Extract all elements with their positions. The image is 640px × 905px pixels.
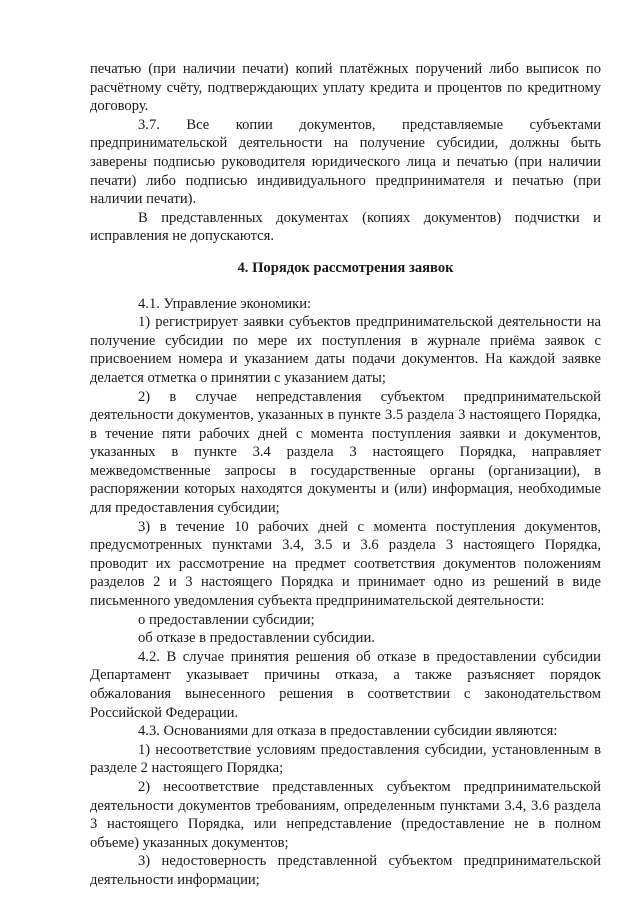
paragraph-4-3-item-3: 3) недостоверность представленной субъектом предпринимательской деятельности информации; bbox=[90, 853, 601, 888]
paragraph-continuation: печатью (при наличии печати) копий платёжных поручений либо выписок по расчётному счёту, подтверждающих уплату кредита и процентов по кредитному договору. bbox=[90, 61, 601, 115]
paragraph-3-7: 3.7. Все копии документов, представляемые субъектами предпринимательской деятельности на получение субсидии, должны быть заверены подписью руководителя юридического лица и печатью (при наличии печати) либо подписью индивидуального предпринимателя и печатью (при наличии печати). bbox=[90, 116, 601, 208]
paragraph-4-1-item-1: 1) регистрирует заявки субъектов предпринимательской деятельности на получение субсидии по мере их поступления в журнале приёма заявок с присвоением номера и указанием даты подачи документов. На каждой заявке делается отметка о принятии с указанием даты; bbox=[90, 314, 601, 386]
paragraph-4-2: 4.2. В случае принятия решения об отказе в предоставлении субсидии Департамент указывает причины отказа, а также разъясняет порядок обжалования вынесенного решения в соответствии с законодательством Российской Федерации. bbox=[90, 648, 601, 721]
decision-option-refusal: об отказе в предоставлении субсидии. bbox=[138, 630, 375, 647]
paragraph-4-3-item-1: 1) несоответствие условиям предоставления субсидии, установленным в разделе 2 настоящего Порядка; bbox=[90, 741, 601, 777]
paragraph-4-1: 4.1. Управление экономики: bbox=[138, 295, 312, 312]
paragraph-4-1-item-2: 2) в случае непредставления субъектом предпринимательской деятельности документов, указанных в пункте 3.5 раздела 3 настоящего Порядка, в течение пяти рабочих дней с момента поступления заявки и документов, указанных в пункте 3.4 раздела 3 настоящего Порядка, направляет межведомственные запросы в государственные органы (организации), в распоряжении которых находятся документы и (или) информация, необходимые для предоставления субсидии; bbox=[90, 388, 601, 517]
document-body bbox=[90, 60, 601, 890]
decision-option-grant: о предоставлении субсидии; bbox=[138, 611, 315, 628]
paragraph-4-3-item-2: 2) несоответствие представленных субъектом предпринимательской деятельности документов требованиям, определенным пунктами 3.4, 3.6 раздела 3 настоящего Порядка, или непредставление (предоставление не в полном объеме) указанных документов; bbox=[90, 778, 601, 851]
paragraph-no-corrections: В представленных документах (копиях документов) подчистки и исправления не допускаются. bbox=[90, 209, 601, 245]
paragraph-4-3: 4.3. Основаниями для отказа в предоставлении субсидии являются: bbox=[138, 723, 558, 740]
paragraph-4-1-item-3: 3) в течение 10 рабочих дней с момента поступления документов, предусмотренных пунктами 3.4, 3.5 и 3.6 раздела 3 настоящего Порядка, проводит их рассмотрение на предмет соответствия документов положениям разделов 2 и 3 настоящего Порядка и принимает одно из решений в виде письменного уведомления субъекта предпринимательской деятельности: bbox=[90, 518, 601, 610]
section-heading: 4. Порядок рассмотрения заявок bbox=[237, 259, 454, 276]
